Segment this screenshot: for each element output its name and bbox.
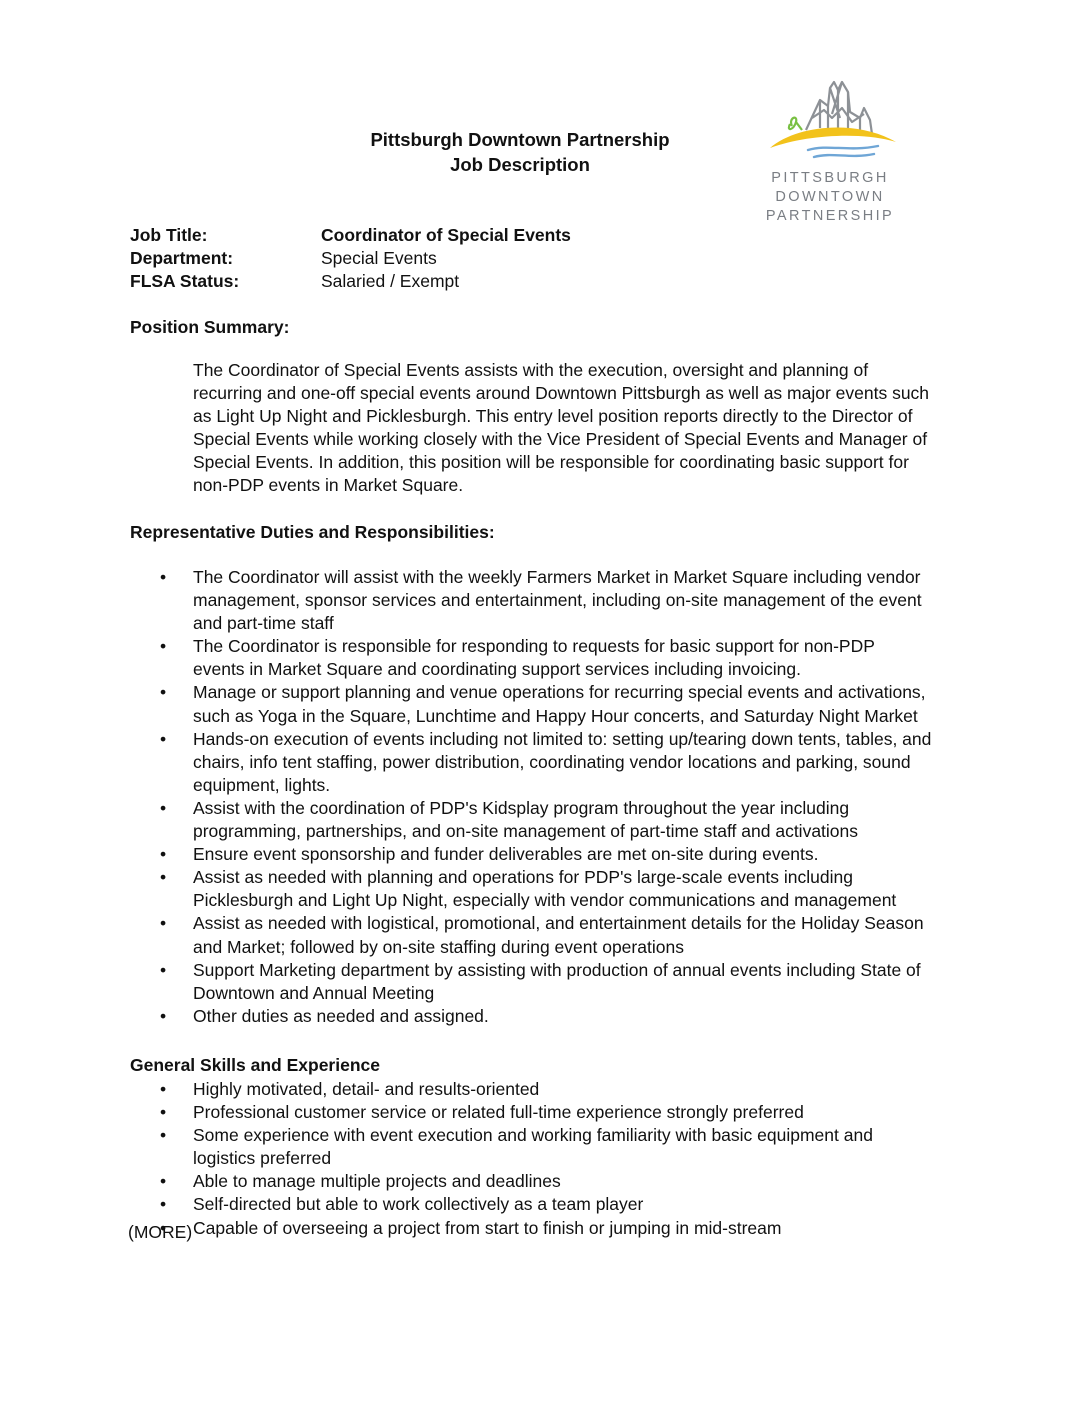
list-item bbox=[130, 566, 970, 635]
summary-line: Special Events. In addition, this position will be responsible for coordinating basic support for bbox=[193, 452, 909, 473]
document-title: Job Description bbox=[450, 154, 590, 175]
list-item-line: • Able to manage multiple projects and deadlines bbox=[193, 1171, 561, 1192]
list-item-line: management, sponsor services and entertainment, including on-site management of the event bbox=[193, 590, 922, 611]
list-item bbox=[130, 843, 970, 866]
field-value: Salaried / Exempt bbox=[321, 271, 460, 291]
field-value: Coordinator of Special Events bbox=[321, 225, 571, 245]
field-label: FLSA Status: bbox=[130, 271, 240, 291]
duties-heading: Representative Duties and Responsibilities: bbox=[130, 522, 495, 542]
list-item-line: equipment, lights. bbox=[193, 774, 331, 795]
list-item bbox=[130, 1217, 970, 1240]
list-item bbox=[130, 1101, 970, 1124]
field-value: Special Events bbox=[321, 248, 437, 268]
list-item-line: • Other duties as needed and assigned. bbox=[193, 1005, 489, 1026]
document-heading bbox=[300, 127, 740, 177]
list-item-line: • Support Marketing department by assisting with production of annual events including State of bbox=[193, 959, 921, 980]
list-item-line: • Highly motivated, detail- and results-oriented bbox=[193, 1079, 540, 1099]
list-item-line: • Self-directed but able to work collectively as a team player bbox=[193, 1194, 644, 1215]
list-item bbox=[130, 797, 970, 843]
list-item-line: • Manage or support planning and venue operations for recurring special events and activations, bbox=[193, 682, 926, 703]
summary-line: recurring and one-off special events around Downtown Pittsburgh as well as major events such bbox=[193, 383, 930, 404]
list-item-line: • Professional customer service or related full-time experience strongly preferred bbox=[193, 1102, 804, 1123]
summary-line: non-PDP events in Market Square. bbox=[193, 475, 464, 496]
list-item-line: • Assist as needed with planning and operations for PDP's large-scale events including bbox=[193, 867, 853, 888]
list-item bbox=[130, 635, 970, 681]
list-item bbox=[130, 866, 970, 912]
list-item bbox=[130, 1078, 970, 1101]
continued-marker: (MORE) bbox=[128, 1222, 193, 1242]
skills-heading: General Skills and Experience bbox=[130, 1055, 380, 1075]
list-item-line: such as Yoga in the Square, Lunchtime and Happy Hour concerts, and Saturday Night Market bbox=[193, 705, 918, 726]
list-item-line: Picklesburgh and Light Up Night, especially with vendor communications and management bbox=[193, 890, 897, 911]
summary-line: The Coordinator of Special Events assists with the execution, oversight and planning of bbox=[193, 360, 869, 380]
logo-wordmark bbox=[752, 169, 908, 226]
logo-word-3: PARTNERSHIP bbox=[765, 208, 895, 224]
field-label: Job Title: bbox=[130, 225, 208, 245]
logo-word-1: PITTSBURGH bbox=[771, 170, 889, 186]
list-item bbox=[130, 728, 970, 797]
list-item-line: • Capable of overseeing a project from start to finish or jumping in mid-stream bbox=[193, 1217, 782, 1238]
list-item-line: logistics preferred bbox=[193, 1148, 332, 1169]
field-label: Department: bbox=[130, 248, 234, 268]
list-item bbox=[130, 912, 970, 958]
position-summary-text bbox=[193, 359, 963, 498]
summary-line: as Light Up Night and Picklesburgh. This entry level position reports directly to the Director of bbox=[193, 406, 913, 427]
list-item-line: and Market; followed by on-site staffing during event operations bbox=[193, 936, 684, 957]
summary-line: Special Events while working closely with the Vice President of Special Events and Manager of bbox=[193, 429, 928, 450]
duties-list bbox=[130, 566, 970, 1028]
list-item-line: • The Coordinator will assist with the weekly Farmers Market in Market Square including vendor bbox=[193, 567, 921, 587]
list-item-line: programming, partnerships, and on-site management of part-time staff and activations bbox=[193, 821, 859, 842]
list-item-line: • Assist as needed with logistical, promotional, and entertainment details for the Holiday Season bbox=[193, 913, 924, 934]
list-item bbox=[130, 681, 970, 727]
list-item-line: chairs, info tent staffing, power distribution, coordinating vendor locations and parking, sound bbox=[193, 751, 911, 772]
list-item-line: • The Coordinator is responsible for responding to requests for basic support for non-PDP bbox=[193, 636, 875, 657]
skills-list bbox=[130, 1078, 970, 1240]
organization-title: Pittsburgh Downtown Partnership bbox=[370, 129, 670, 150]
list-item-line: and part-time staff bbox=[193, 613, 334, 634]
list-item-line: Downtown and Annual Meeting bbox=[193, 982, 435, 1003]
list-item-line: • Assist with the coordination of PDP's Kidsplay program throughout the year including bbox=[193, 797, 850, 818]
list-item bbox=[130, 1124, 970, 1170]
list-item-line: • Ensure event sponsorship and funder deliverables are met on-site during events. bbox=[193, 844, 819, 865]
list-item bbox=[130, 959, 970, 1005]
list-item bbox=[130, 1193, 970, 1216]
logo-word-2: DOWNTOWN bbox=[775, 189, 885, 205]
list-item-line: • Hands-on execution of events including not limited to: setting up/tearing down tents, tables, and bbox=[193, 728, 932, 749]
position-summary-heading: Position Summary: bbox=[130, 317, 290, 337]
list-item-line: events in Market Square and coordinating support services including invoicing. bbox=[193, 659, 801, 680]
list-item-line: • Some experience with event execution and working familiarity with basic equipment and bbox=[193, 1125, 873, 1146]
list-item bbox=[130, 1170, 970, 1193]
list-item bbox=[130, 1005, 970, 1028]
